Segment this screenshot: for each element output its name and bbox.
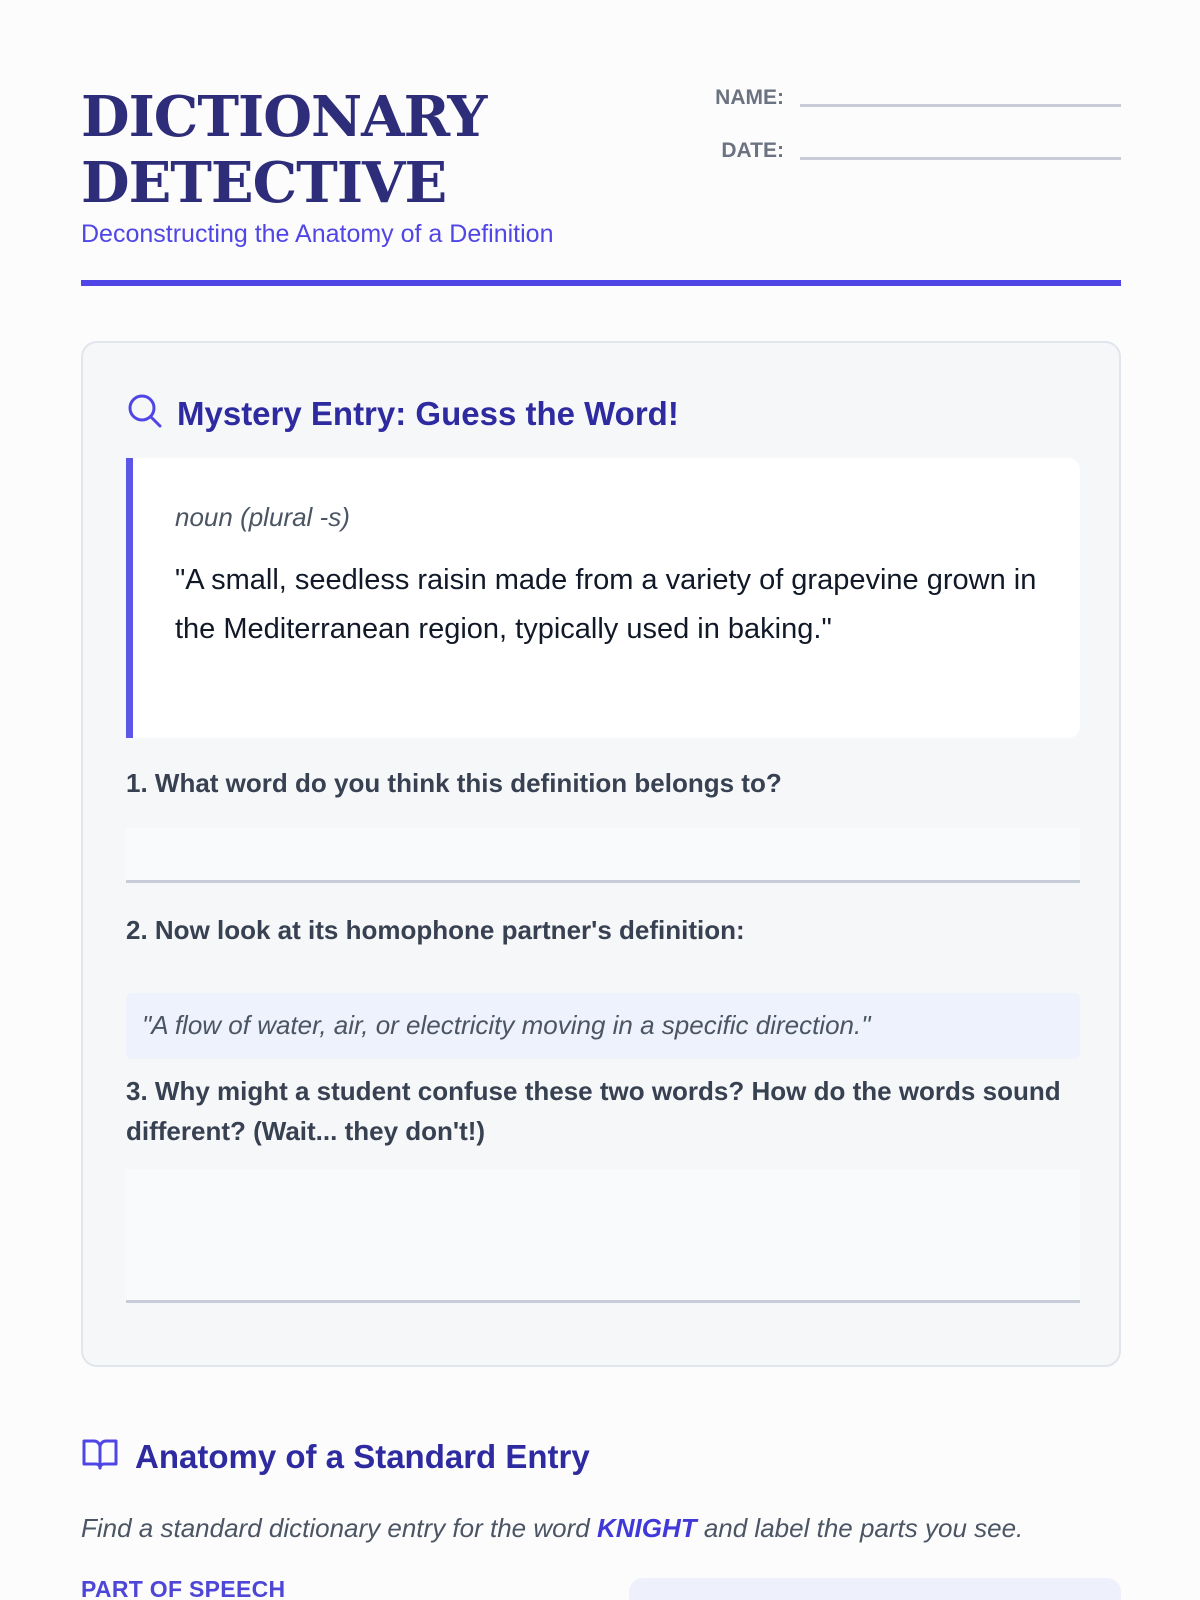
question-3: 3. Why might a student confuse these two words? How do the words sound different? (Wait... they don't!) <box>126 1076 1061 1146</box>
page-title <box>81 84 486 216</box>
answer-field-1[interactable] <box>126 828 1080 883</box>
entry-part-of-speech: noun (plural -s) <box>175 502 350 532</box>
instruction-text-start: Find a standard dictionary entry for the word <box>81 1513 597 1543</box>
date-row <box>700 139 1121 163</box>
entry-definition: "A small, seedless raisin made from a variety of grapevine grown in the Mediterranean region, typically used in baking." <box>175 564 1037 645</box>
mystery-definition-box <box>126 458 1080 738</box>
name-row <box>700 86 1121 110</box>
partner-definition: "A flow of water, air, or electricity moving in a specific direction." <box>142 1010 871 1040</box>
part-of-speech-answer-box[interactable] <box>629 1578 1121 1600</box>
date-label: DATE: <box>721 139 784 162</box>
page-subtitle: Deconstructing the Anatomy of a Definition <box>81 220 554 248</box>
mystery-entry-card <box>81 341 1121 1367</box>
mystery-entry-title: Mystery Entry: Guess the Word! <box>177 394 679 432</box>
name-field[interactable] <box>800 104 1121 107</box>
anatomy-header <box>81 1437 590 1476</box>
title-line-2: DETECTIVE <box>81 150 447 216</box>
anatomy-instruction <box>81 1513 1023 1544</box>
question-1: 1. What word do you think this definition belongs to? <box>126 768 782 798</box>
question-2: 2. Now look at its homophone partner's definition: <box>126 915 745 945</box>
header-divider <box>81 280 1121 286</box>
mystery-entry-header <box>127 393 679 434</box>
part-of-speech-label: PART OF SPEECH <box>81 1576 286 1600</box>
title-line-1: DICTIONARY <box>81 84 487 150</box>
book-icon <box>81 1437 135 1476</box>
date-field[interactable] <box>800 157 1121 160</box>
partner-definition-box <box>126 993 1080 1059</box>
anatomy-title: Anatomy of a Standard Entry <box>135 1437 590 1475</box>
name-label: NAME: <box>715 86 784 109</box>
instruction-keyword: KNIGHT <box>596 1513 697 1543</box>
worksheet-page <box>81 0 1121 1600</box>
answer-field-3[interactable] <box>126 1169 1080 1303</box>
instruction-text-end: and label the parts you see. <box>696 1513 1024 1543</box>
search-icon <box>127 393 177 434</box>
